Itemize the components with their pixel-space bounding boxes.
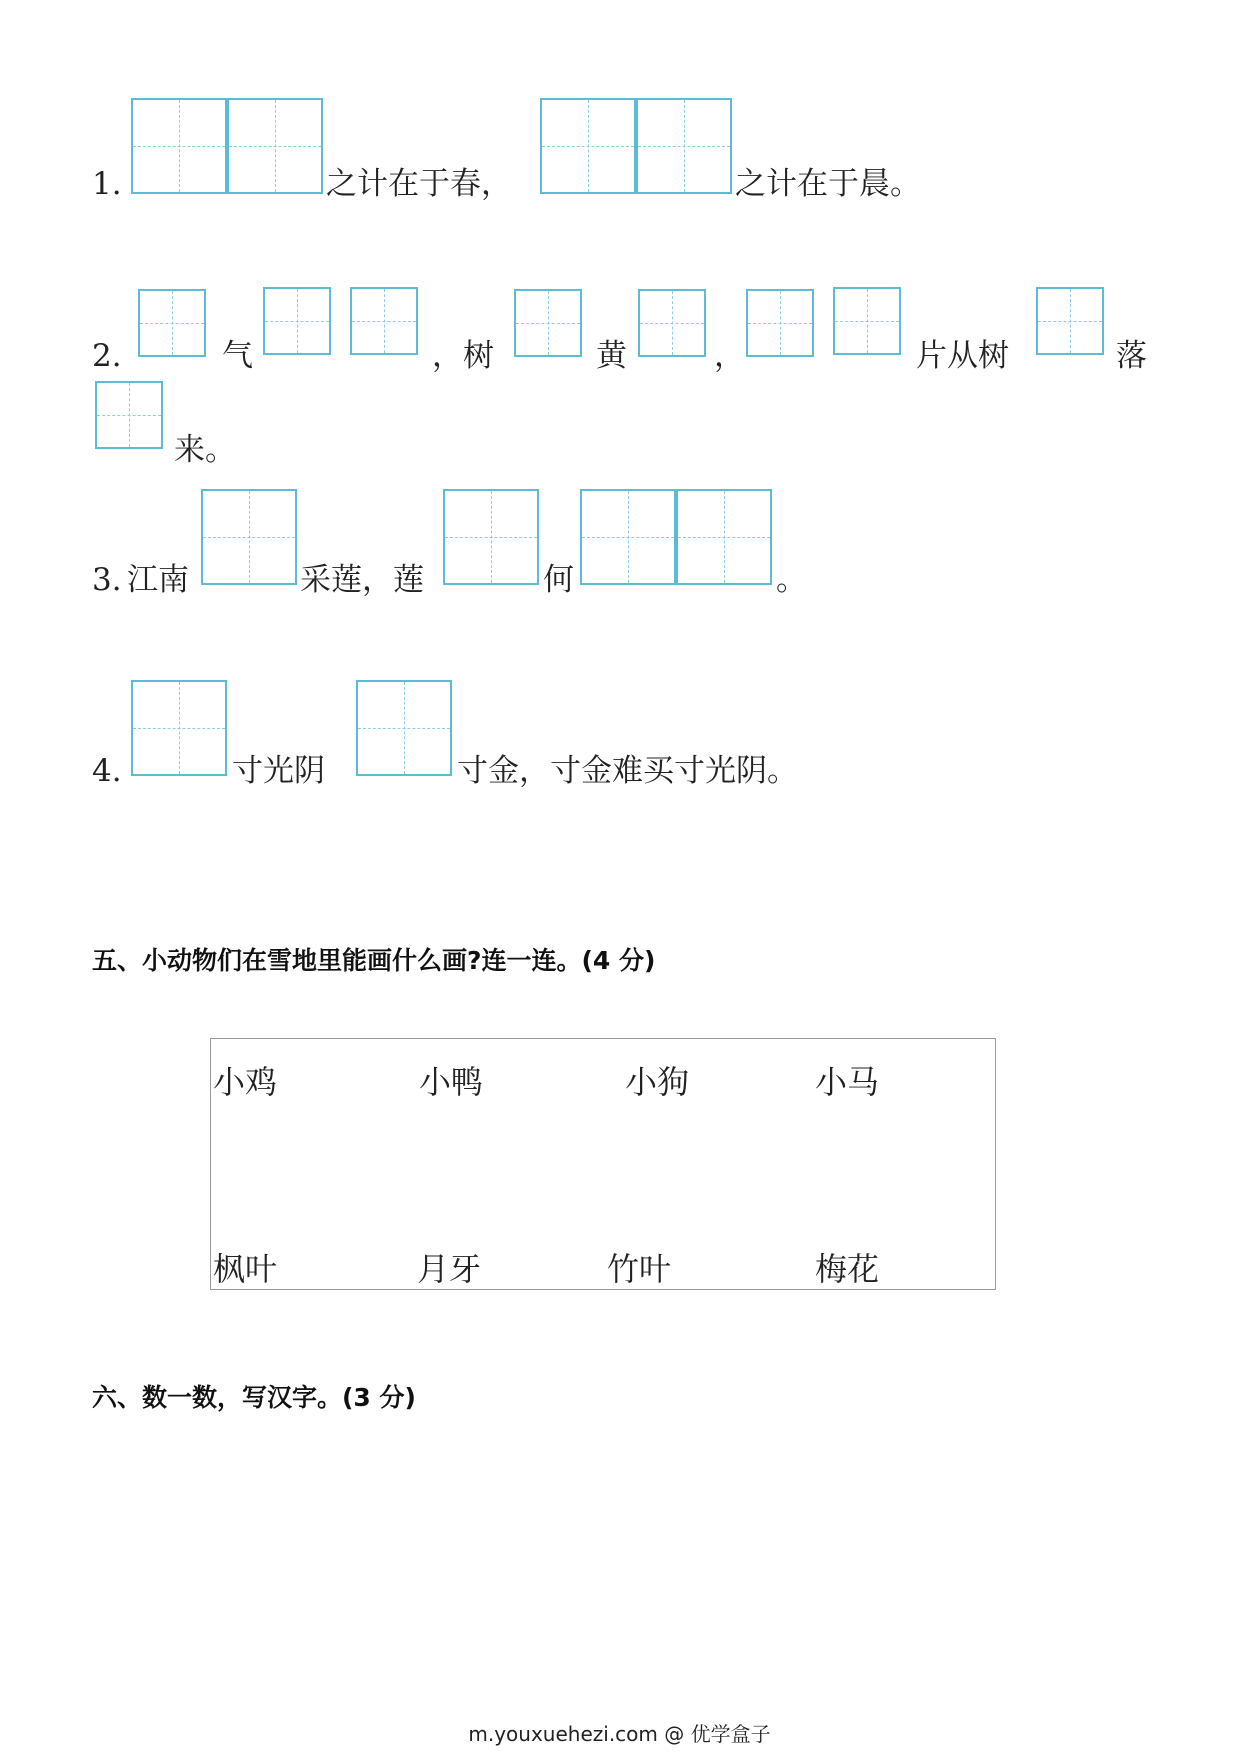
q2-answer-box-2[interactable] — [263, 287, 331, 355]
q1-answer-box-1a[interactable] — [131, 98, 227, 194]
q4-text-1: 寸光阴 — [232, 753, 325, 789]
q2-text-6: 落 — [1116, 338, 1147, 374]
q2-answer-box-8[interactable] — [1036, 287, 1104, 355]
q2-text-1: 气 — [222, 338, 253, 374]
q2-answer-box-5[interactable] — [638, 289, 706, 357]
footer-watermark: m.youxuehezi.com @ 优学盒子 — [468, 1722, 771, 1746]
q2-answer-box-7[interactable] — [833, 287, 901, 355]
q2-text-2: ，树 — [432, 338, 494, 374]
q4-number: 4. — [92, 753, 122, 789]
section-5-heading: 五、小动物们在雪地里能画什么画?连一连。(4 分) — [92, 946, 656, 975]
q1-text-1: 之计在于春， — [326, 166, 512, 202]
q2-text-5: 片从树 — [916, 338, 1009, 374]
animal-chick[interactable]: 小鸡 — [213, 1063, 278, 1101]
q3-answer-box-1[interactable] — [201, 489, 297, 585]
q4-answer-box-1[interactable] — [131, 680, 227, 776]
q1-answer-box-2a[interactable] — [540, 98, 636, 194]
q4-answer-box-2[interactable] — [356, 680, 452, 776]
q1-number: 1. — [92, 166, 122, 202]
animal-duckling[interactable]: 小鸭 — [419, 1063, 484, 1101]
q3-text-2: 采莲，莲 — [300, 562, 424, 598]
q1-answer-box-1b[interactable] — [227, 98, 323, 194]
q2-answer-box-1[interactable] — [138, 289, 206, 357]
q2-answer-box-4[interactable] — [514, 289, 582, 357]
q3-text-4: 。 — [776, 562, 807, 598]
q1-text-2: 之计在于晨。 — [735, 166, 921, 202]
q3-answer-box-3b[interactable] — [676, 489, 772, 585]
q3-number: 3. — [92, 562, 122, 598]
q3-answer-box-2[interactable] — [443, 489, 539, 585]
drawing-plum-blossom[interactable]: 梅花 — [815, 1250, 880, 1288]
q3-answer-box-3a[interactable] — [580, 489, 676, 585]
section-6-heading: 六、数一数，写汉字。(3 分) — [92, 1383, 416, 1412]
animal-pony[interactable]: 小马 — [815, 1063, 880, 1101]
q2-text-3: 黄 — [596, 338, 627, 374]
q2-text-7: 来。 — [174, 432, 236, 468]
animal-puppy[interactable]: 小狗 — [625, 1063, 690, 1101]
q3-text-3: 何 — [543, 562, 574, 598]
drawing-bamboo-leaf[interactable]: 竹叶 — [607, 1250, 672, 1288]
q2-text-4: ， — [714, 338, 745, 374]
q1-answer-box-2b[interactable] — [636, 98, 732, 194]
drawing-maple-leaf[interactable]: 枫叶 — [213, 1250, 278, 1288]
q3-text-1: 江南 — [127, 562, 189, 598]
q2-number: 2. — [92, 338, 122, 374]
q2-answer-box-3[interactable] — [350, 287, 418, 355]
q2-answer-box-6[interactable] — [746, 289, 814, 357]
q4-text-2: 寸金，寸金难买寸光阴。 — [457, 753, 798, 789]
drawing-crescent-moon[interactable]: 月牙 — [417, 1250, 482, 1288]
matching-box — [210, 1038, 996, 1290]
q2-answer-box-9[interactable] — [95, 381, 163, 449]
